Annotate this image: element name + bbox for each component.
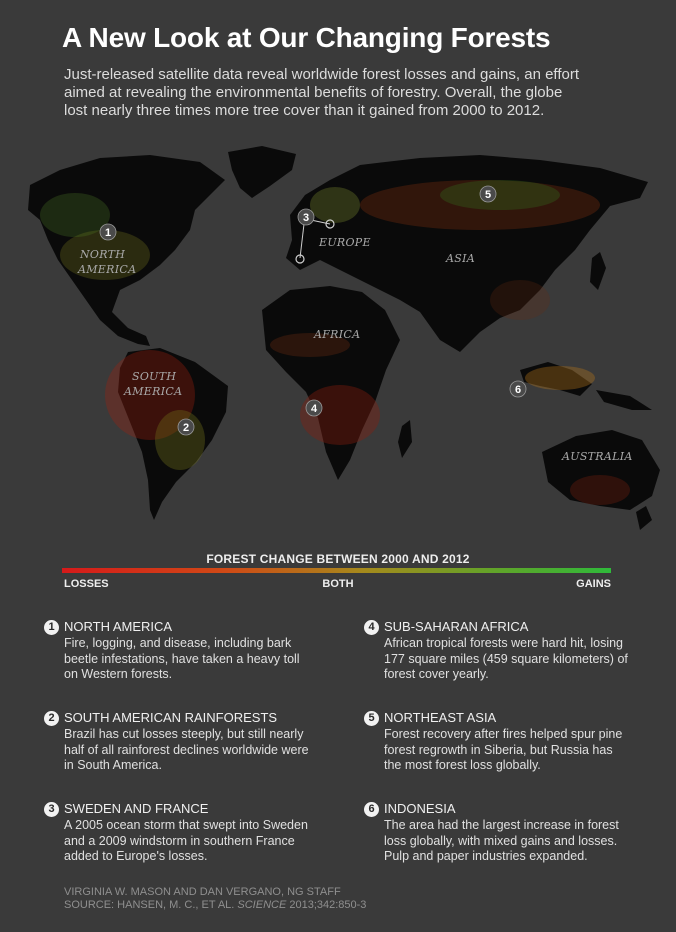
legend-gains-label: GAINS — [576, 578, 611, 590]
note-number-badge: 1 — [44, 620, 59, 635]
note-number-badge: 3 — [44, 802, 59, 817]
credit-source — [64, 899, 366, 912]
world-forest-map — [0, 140, 676, 540]
note-body: A 2005 ocean storm that swept into Sweden and a 2009 windstorm in southern France added to Europe's losses. — [64, 818, 308, 863]
label-south-america-line1: SOUTH — [132, 370, 177, 383]
map-marker-2 — [178, 419, 194, 435]
map-marker-5 — [480, 186, 496, 202]
note-number-badge: 6 — [364, 802, 379, 817]
svg-text:6: 6 — [514, 384, 522, 396]
svg-text:4: 4 — [310, 403, 318, 415]
legend-title: FOREST CHANGE BETWEEN 2000 AND 2012 — [206, 552, 470, 566]
map-marker-6 — [510, 381, 526, 397]
map-marker-3 — [298, 209, 314, 225]
note-heading: NORTHEAST ASIA — [384, 710, 497, 725]
label-europe: EUROPE — [319, 236, 371, 249]
note-heading: NORTH AMERICA — [64, 619, 173, 634]
greenland-landmass — [228, 146, 296, 198]
note-number-badge: 2 — [44, 711, 59, 726]
note-body: Forest recovery after fires helped spur pine forest regrowth in Siberia, but Russia has the most forest loss globally. — [384, 727, 623, 772]
note-heading: SOUTH AMERICAN RAINFORESTS — [64, 710, 278, 725]
svg-text:1: 1 — [104, 227, 112, 239]
label-asia: ASIA — [446, 252, 475, 265]
credit-source-journal: SCIENCE — [237, 899, 287, 911]
label-africa: AFRICA — [314, 328, 361, 341]
japan-islands — [590, 252, 606, 290]
legend-color-bar — [62, 568, 611, 573]
note-body: African tropical forests were hard hit, losing 177 square miles (459 square kilometers) of forest cover yearly. — [384, 636, 628, 681]
note-heading: INDONESIA — [384, 801, 456, 816]
svg-text:3: 3 — [302, 212, 310, 224]
credit-block — [64, 886, 366, 912]
new-zealand-islands — [636, 506, 652, 530]
label-south-america-line2: AMERICA — [124, 385, 183, 398]
note-heading: SWEDEN AND FRANCE — [64, 801, 209, 816]
note-body: The area had the largest increase in forest loss globally, with mixed gains and losses. Pulp and paper industries expanded. — [384, 818, 619, 863]
note-body: Brazil has cut losses steeply, but still nearly half of all rainforest declines worldwide were in South America. — [64, 727, 309, 772]
map-marker-4 — [306, 400, 322, 416]
svg-text:5: 5 — [484, 189, 492, 201]
credit-authors: VIRGINIA W. MASON AND DAN VERGANO, NG STAFF — [64, 886, 341, 898]
madagascar-landmass — [398, 420, 412, 458]
legend-both-label: BOTH — [322, 578, 354, 590]
note-heading: SUB-SAHARAN AFRICA — [384, 619, 529, 634]
intro-text: Just-released satellite data reveal worldwide forest losses and gains, an effort aimed at revealing the environmental benefits of forestry. Overall, the globe lost nearly three times more tree cover than it gained from 2000 to 2012. — [64, 66, 580, 119]
credit-source-suffix: 2013;342:850-3 — [286, 899, 367, 911]
label-north-america-line2: AMERICA — [78, 263, 137, 276]
africa-landmass — [262, 286, 400, 480]
page-title: A New Look at Our Changing Forests — [62, 22, 551, 53]
legend-losses-label: LOSSES — [64, 578, 109, 590]
svg-text:2: 2 — [182, 422, 190, 434]
map-marker-1 — [100, 224, 116, 240]
note-body: Fire, logging, and disease, including bark beetle infestations, have taken a heavy toll on Western forests. — [64, 636, 300, 681]
label-north-america-line1: NORTH — [80, 248, 126, 261]
note-number-badge: 4 — [364, 620, 379, 635]
note-number-badge: 5 — [364, 711, 379, 726]
label-australia: AUSTRALIA — [562, 450, 633, 463]
credit-source-prefix: SOURCE: HANSEN, M. C., ET AL. — [64, 899, 238, 911]
